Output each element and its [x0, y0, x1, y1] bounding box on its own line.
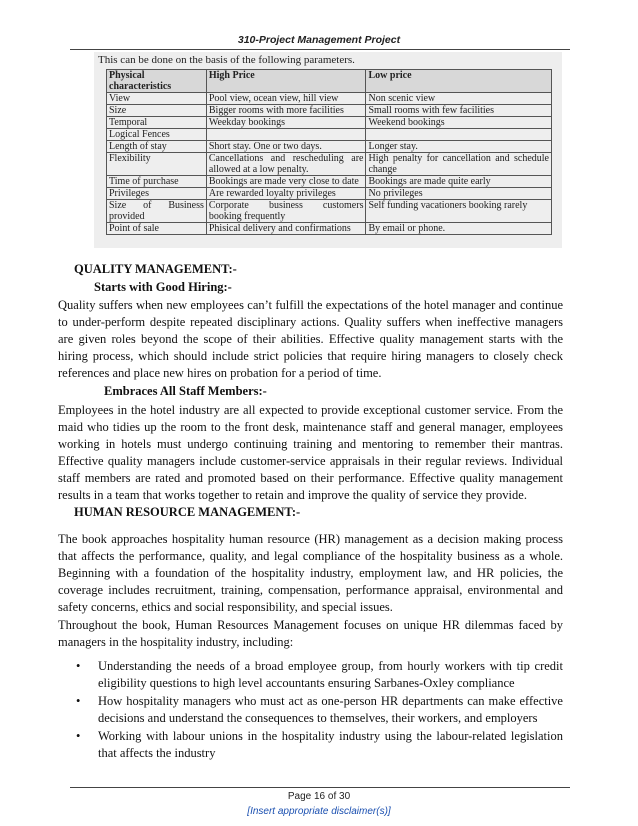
header-rule: [70, 49, 570, 50]
table-cell: Longer stay.: [366, 141, 552, 153]
table-cell: Non scenic view: [366, 93, 552, 105]
table-row: [107, 200, 552, 223]
page-header-title: 310-Project Management Project: [237, 34, 401, 46]
list-item-text: Working with labour unions in the hospitality industry using the labour-related legislation that affects the industry: [98, 729, 563, 760]
column-header: Physical characteristics: [107, 70, 207, 93]
column-header: Low price: [366, 70, 552, 93]
list-item-text: Understanding the needs of a broad employee group, from hourly workers with tip credit eligibility questions to high level accountants ensuring Sarbanes-Oxley compliance: [98, 659, 563, 690]
table-row: [107, 129, 552, 141]
table-cell: Time of purchase: [107, 176, 207, 188]
bullet-icon: •: [76, 694, 81, 708]
hr-paragraph-1: The book approaches hospitality human resource (HR) management as a decision making process that affects the performance, quality, and legal compliance of the hospitality business as a whole. Beginning with a foundation of the hospitality industry, employment law, and HR policies, the coverage includes recruitment, training, compensation, performance appraisal, environmental and safety concerns, ethics and social responsibility, and special issues.: [58, 532, 563, 614]
table-row: [107, 117, 552, 129]
table-cell: Small rooms with few facilities: [366, 105, 552, 117]
bullet-icon: •: [76, 659, 81, 673]
table-cell: Bookings are made very close to date: [206, 176, 366, 188]
footer-disclaimer: [Insert appropriate disclaimer(s)]: [247, 806, 391, 817]
good-hiring-paragraph: Quality suffers when new employees can’t fulfill the expectations of the hotel manager and continue to under-perform despite repeated disciplinary actions. Quality suffers when ineffective managers are given roles beyond the scope of their abilities. Effective quality management starts with the hiring process, which should include strict policies that require hiring managers to closely check references and place new hires on probation for a period of time.: [58, 298, 563, 380]
parameters-table-image: [94, 52, 562, 248]
table-cell: Weekend bookings: [366, 117, 552, 129]
page-number: Page 16 of 30: [287, 791, 351, 802]
table-row: [107, 141, 552, 153]
table-cell: Bookings are made quite early: [366, 176, 552, 188]
hr-dilemmas-list: [58, 658, 563, 763]
table-row: [107, 223, 552, 235]
list-item: [58, 693, 563, 727]
table-cell: Phisical delivery and confirmations: [206, 223, 366, 235]
table-cell: Are rewarded loyalty privileges: [206, 188, 366, 200]
table-row: [107, 153, 552, 176]
table-cell: High penalty for cancellation and schedule change: [366, 153, 552, 176]
table-cell: [206, 129, 366, 141]
table-caption: This can be done on the basis of the following parameters.: [98, 54, 355, 66]
table-cell: Length of stay: [107, 141, 207, 153]
quality-management-heading: QUALITY MANAGEMENT:-: [74, 262, 237, 276]
table-cell: Size of Business provided: [107, 200, 207, 223]
table-cell: Point of sale: [107, 223, 207, 235]
bullet-icon: •: [76, 729, 81, 743]
staff-members-paragraph: Employees in the hotel industry are all expected to provide exceptional customer service. From the maid who tidies up the room to the front desk, maintenance staff and general manager, employees working in hotels must undergo continuing training and mentoring to remember their mantras. Effective quality managers include customer-service appraisals in their regular reviews. Individual staff members are rated and promoted based on their performance. Effective quality management results in a team that works together to retain and improve the quality of service they provide.: [58, 403, 563, 502]
footer-rule: [70, 787, 570, 788]
table-cell: Cancellations and rescheduling are allowed at a low penalty.: [206, 153, 366, 176]
table-cell: Logical Fences: [107, 129, 207, 141]
table-cell: Temporal: [107, 117, 207, 129]
hr-paragraph-2: Throughout the book, Human Resources Management focuses on unique HR dilemmas faced by managers in the hospitality industry, including:: [58, 618, 563, 649]
table-cell: View: [107, 93, 207, 105]
table-cell: Self funding vacationers booking rarely: [366, 200, 552, 223]
table-cell: No privileges: [366, 188, 552, 200]
table-cell: Bigger rooms with more facilities: [206, 105, 366, 117]
list-item: [58, 658, 563, 692]
table-cell: [366, 129, 552, 141]
table-row: [107, 176, 552, 188]
parameters-table: [106, 69, 552, 235]
list-item-text: How hospitality managers who must act as one-person HR departments can make effective decisions and understand the consequences to themselves, their workers, and employers: [98, 694, 563, 725]
table-cell: By email or phone.: [366, 223, 552, 235]
table-cell: Privileges: [107, 188, 207, 200]
column-header: High Price: [206, 70, 366, 93]
table-cell: Short stay. One or two days.: [206, 141, 366, 153]
table-row: [107, 105, 552, 117]
table-cell: Size: [107, 105, 207, 117]
table-row: [107, 93, 552, 105]
table-row: [107, 188, 552, 200]
table-cell: Pool view, ocean view, hill view: [206, 93, 366, 105]
table-cell: Weekday bookings: [206, 117, 366, 129]
table-cell: Corporate business customers booking frequently: [206, 200, 366, 223]
staff-members-heading: Embraces All Staff Members:-: [104, 384, 267, 398]
table-header-row: [107, 70, 552, 93]
hr-management-heading: HUMAN RESOURCE MANAGEMENT:-: [74, 505, 301, 519]
list-item: [58, 728, 563, 762]
table-cell: Flexibility: [107, 153, 207, 176]
good-hiring-heading: Starts with Good Hiring:-: [94, 280, 232, 294]
